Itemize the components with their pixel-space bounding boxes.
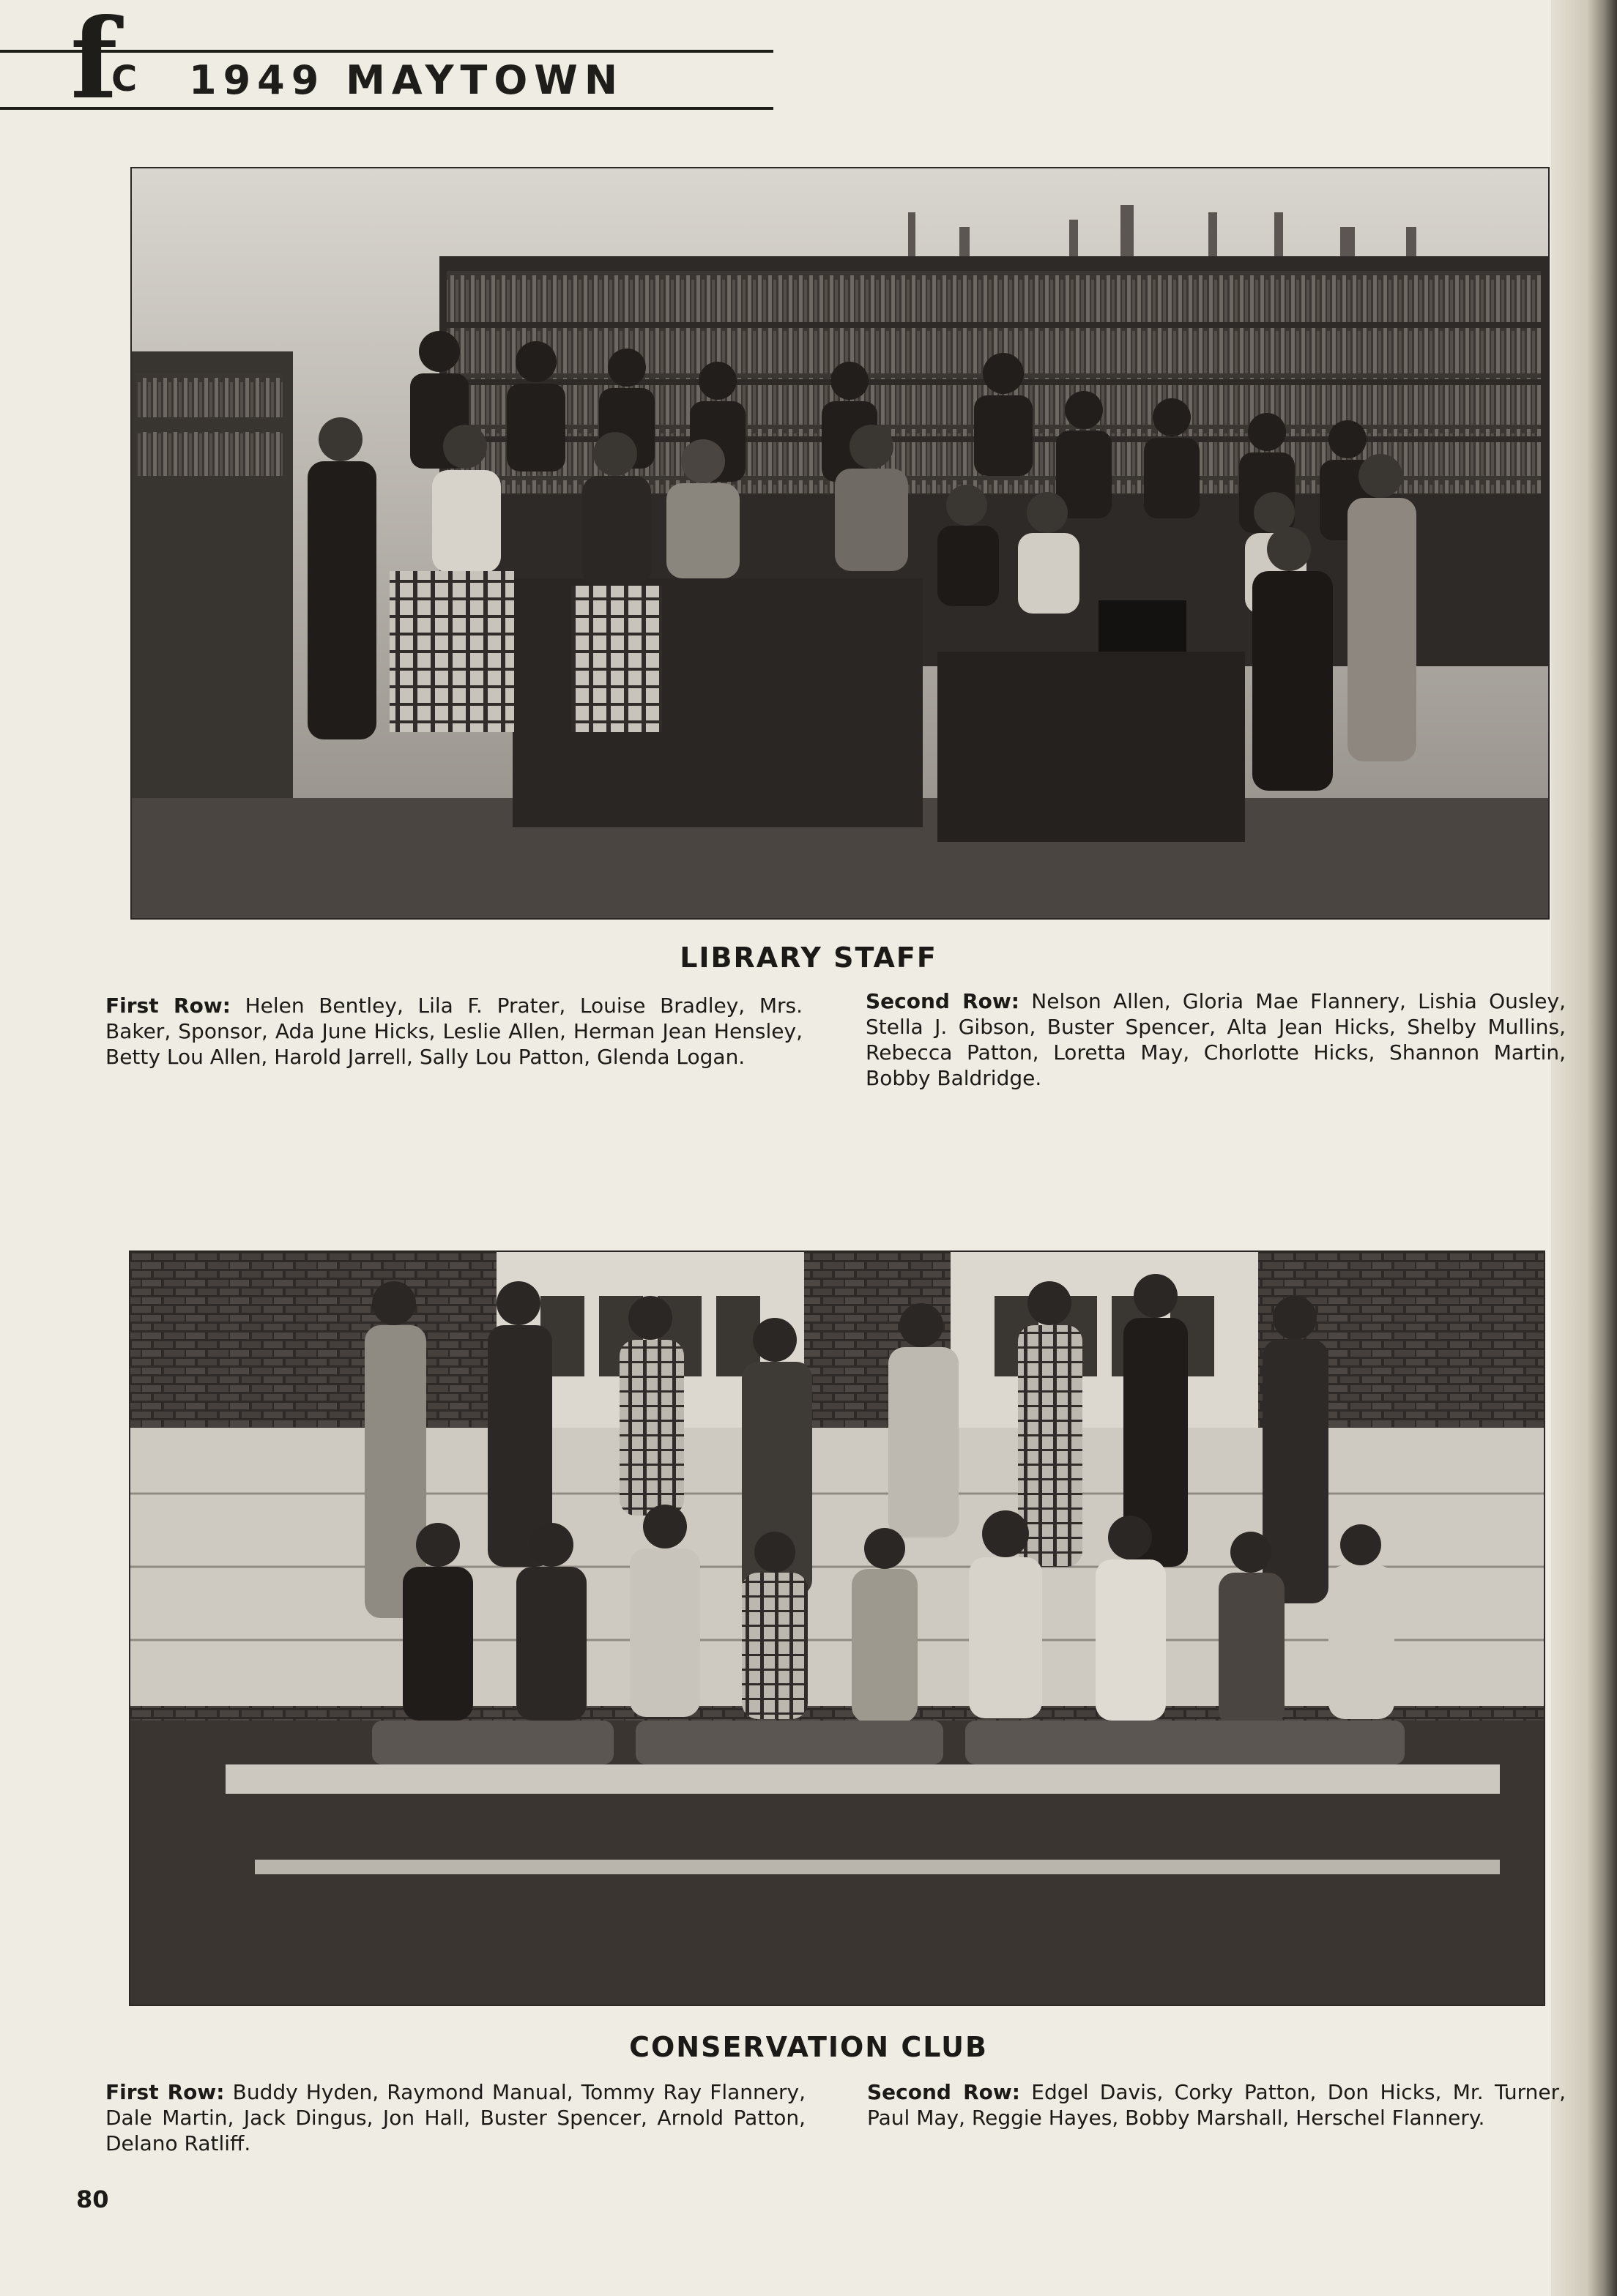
header-logo: f bbox=[70, 0, 118, 124]
page-binding-edge bbox=[1551, 0, 1617, 2296]
conservation-club-photo bbox=[129, 1250, 1545, 2006]
page-number: 80 bbox=[76, 2185, 109, 2213]
first-row-names: Helen Bentley, Lila F. Prater, Louise Bradley, Mrs. Baker, Sponsor, Ada June Hicks, Leslie Allen, Herman Jean Hensley, Betty Lou Allen, Harold Jarrell, Sally Lou Patton, Glenda Logan. bbox=[105, 994, 803, 1069]
conservation-club-second-row-caption bbox=[867, 2079, 1566, 2131]
section-title-library-staff: LIBRARY STAFF bbox=[680, 942, 937, 974]
second-row-names: Edgel Davis, Corky Patton, Don Hicks, Mr. Turner, Paul May, Reggie Hayes, Bobby Marshall, Herschel Flannery. bbox=[867, 2080, 1566, 2130]
first-row-label: First Row: bbox=[105, 2080, 225, 2104]
conservation-club-first-row-caption bbox=[105, 2079, 806, 2156]
section-title-conservation-club: CONSERVATION CLUB bbox=[629, 2031, 988, 2063]
second-row-names: Nelson Allen, Gloria Mae Flannery, Lishia Ousley, Stella J. Gibson, Buster Spencer, Alta Jean Hicks, Shelby Mullins, Rebecca Patton, Loretta May, Chorlotte Hicks, Shannon Martin, Bobby Baldridge. bbox=[866, 989, 1566, 1090]
library-staff-first-row-caption bbox=[105, 993, 803, 1070]
second-row-label: Second Row: bbox=[867, 2080, 1020, 2104]
first-row-label: First Row: bbox=[105, 994, 231, 1018]
page-title: 1949 MAYTOWN bbox=[189, 57, 625, 103]
library-staff-photo bbox=[130, 167, 1550, 920]
library-staff-second-row-caption bbox=[866, 988, 1566, 1091]
second-row-label: Second Row: bbox=[866, 989, 1019, 1013]
first-row-names: Buddy Hyden, Raymond Manual, Tommy Ray Flannery, Dale Martin, Jack Dingus, Jon Hall, Buster Spencer, Arnold Patton, Delano Ratliff. bbox=[105, 2080, 806, 2155]
header-logo-letter: C bbox=[111, 59, 139, 100]
